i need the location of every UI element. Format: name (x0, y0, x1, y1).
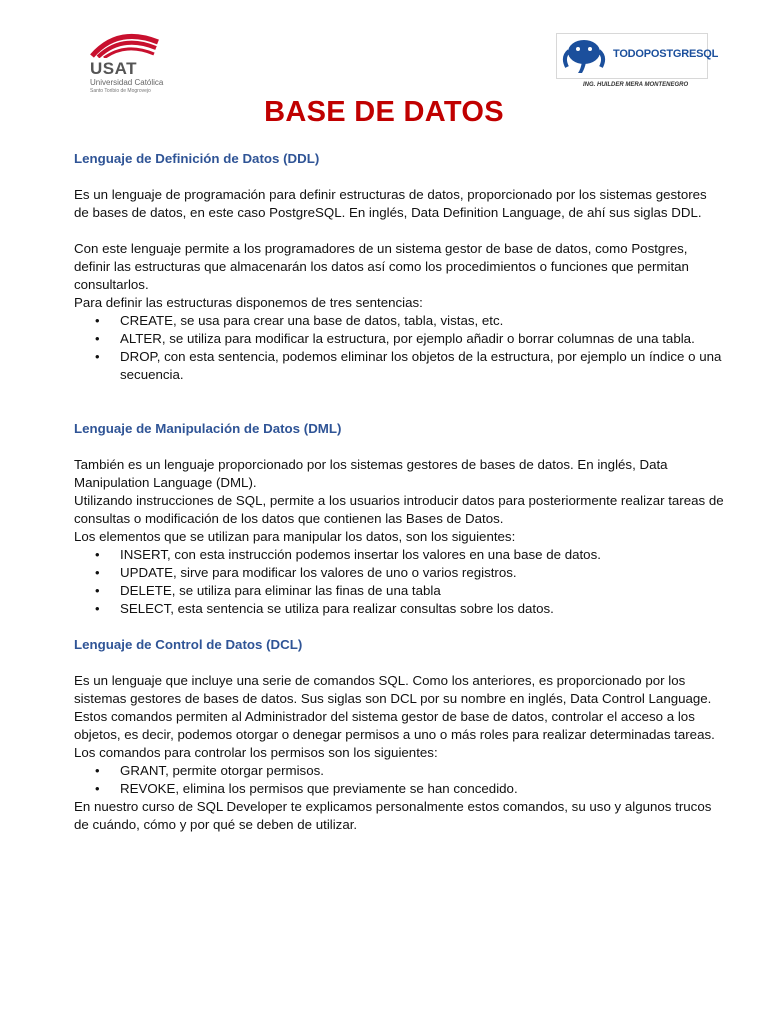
document-body (74, 150, 724, 834)
usat-arcs-icon (88, 28, 160, 58)
section-heading-ddl: Lenguaje de Definición de Datos (DDL) (74, 151, 320, 166)
ddl-paragraph-1: Es un lenguaje de programación para definir estructuras de datos, proporcionado por los sistemas gestores de bases de datos, en este caso PostgreSQL. En inglés, Data Definition Language, de ahí sus siglas DDL. (74, 187, 707, 220)
list-item: • UPDATE, sirve para modificar los valores de uno o varios registros. (74, 564, 724, 582)
elephant-icon (561, 37, 607, 75)
author-name: ING. HUILDER MERA MONTENEGRO (583, 82, 689, 88)
usat-name: USAT (90, 59, 138, 78)
ddl-paragraph-2: Con este lenguaje permite a los programadores de un sistema gestor de base de datos, como Postgres, definir las estructuras que almacenarán los datos así como los procedimientos o funciones que permitan consultarlos. (74, 241, 689, 292)
usat-subtitle: Universidad Católica (90, 78, 164, 87)
section-heading-dml: Lenguaje de Manipulación de Datos (DML) (74, 421, 342, 436)
usat-subtitle-2: Santo Toribio de Mogrovejo (90, 88, 151, 94)
dcl-paragraph-1: Es un lenguaje que incluye una serie de comandos SQL. Como los anteriores, es proporcionado por los sistemas gestores de bases de datos. Sus siglas son DCL por su nombre en inglés, Data Control Language. (74, 673, 712, 706)
ddl-paragraph-3: Para definir las estructuras disponemos de tres sentencias: (74, 295, 423, 310)
dml-paragraph-3: Los elementos que se utilizan para manipular los datos, son los siguientes: (74, 529, 516, 544)
dml-paragraph-1: También es un lenguaje proporcionado por los sistemas gestores de bases de datos. En inglés, Data Manipulation Language (DML). (74, 457, 668, 490)
todopostgresql-brand: TODOPOSTGRESQL (613, 48, 719, 60)
dml-bullet-list (74, 546, 724, 618)
list-item: • GRANT, permite otorgar permisos. (74, 762, 724, 780)
usat-logo (88, 28, 178, 94)
dml-paragraph-2: Utilizando instrucciones de SQL, permite a los usuarios introducir datos para posteriormente realizar tareas de consultas o modificación de los datos que contienen las Bases de Datos. (74, 493, 724, 526)
list-item: • REVOKE, elimina los permisos que previamente se han concedido. (74, 780, 724, 798)
list-item: • DELETE, se utiliza para eliminar las finas de una tabla (74, 582, 724, 600)
list-item: • ALTER, se utiliza para modificar la estructura, por ejemplo añadir o borrar columnas de una tabla. (74, 330, 724, 348)
ddl-bullet-list (74, 312, 724, 384)
list-item: • CREATE, se usa para crear una base de datos, tabla, vistas, etc. (74, 312, 724, 330)
list-item: • SELECT, esta sentencia se utiliza para realizar consultas sobre los datos. (74, 600, 724, 618)
dcl-closing-paragraph: En nuestro curso de SQL Developer te explicamos personalmente estos comandos, su uso y algunos trucos de cuándo, cómo y por qué se deben de utilizar. (74, 799, 712, 832)
dcl-paragraph-2: Estos comandos permiten al Administrador del sistema gestor de base de datos, controlar el acceso a los objetos, es decir, podemos otorgar o denegar permisos a uno o más roles para realizar determinadas tareas. (74, 709, 715, 742)
dcl-paragraph-3: Los comandos para controlar los permisos son los siguientes: (74, 745, 438, 760)
dcl-bullet-list (74, 762, 724, 798)
page-title: BASE DE DATOS (264, 96, 504, 128)
list-item: • DROP, con esta sentencia, podemos eliminar los objetos de la estructura, por ejemplo un índice o una secuencia. (74, 348, 724, 384)
section-heading-dcl: Lenguaje de Control de Datos (DCL) (74, 637, 303, 652)
todopostgresql-logo (556, 33, 719, 79)
list-item: • INSERT, con esta instrucción podemos insertar los valores en una base de datos. (74, 546, 724, 564)
